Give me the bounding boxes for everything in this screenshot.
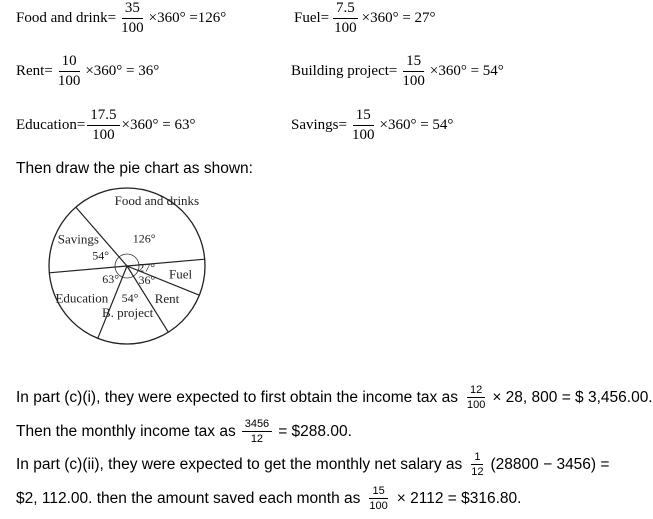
pie-slice-label: Education — [55, 290, 109, 306]
pie-slice-angle: 54° — [92, 248, 110, 263]
explanation-line-1 — [16, 384, 653, 411]
denominator: 100 — [92, 127, 115, 143]
denominator: 12 — [250, 433, 264, 445]
numerator: 1 — [471, 451, 483, 465]
pie-chart-svg — [44, 192, 224, 375]
pie-slice-angle: 36° — [138, 273, 156, 288]
pie-chart — [44, 192, 224, 375]
calc-result: ×360° = 63° — [121, 117, 196, 133]
calc-result: ×360° = 36° — [85, 63, 160, 79]
fraction — [118, 0, 147, 37]
numerator: 35 — [122, 0, 143, 19]
pie-slice-label: Fuel — [168, 266, 193, 282]
equals-sign: = — [320, 10, 330, 26]
explanation-result: × 28, 800 = $ 3,456.00. — [492, 388, 653, 406]
calc-fuel — [294, 0, 436, 37]
explanation-line-2 — [16, 418, 352, 445]
denominator: 100 — [334, 20, 357, 36]
fraction — [464, 384, 488, 411]
calc-label: Building project — [291, 63, 389, 79]
instruction-text: Then draw the pie chart as shown: — [16, 160, 253, 177]
calc-label: Education — [16, 117, 77, 133]
equals-sign: = — [76, 117, 86, 133]
pie-slice-angle: 27° — [138, 260, 156, 275]
pie-slice-label: Food and drinks — [114, 192, 200, 208]
calc-education — [16, 107, 195, 144]
fraction — [399, 53, 428, 90]
pie-slice-angle: 63° — [102, 272, 120, 287]
numerator: 12 — [467, 384, 485, 398]
calc-food — [16, 0, 226, 37]
explanation-result: × 2112 = $316.80. — [396, 489, 522, 507]
denominator: 100 — [369, 500, 388, 512]
denominator: 100 — [57, 73, 81, 89]
explanation-text: $2, 112.00. then the amount saved each month as — [16, 489, 361, 507]
pie-slice-angle: 54° — [121, 291, 139, 306]
equals-sign: = — [338, 117, 347, 133]
fraction — [87, 107, 119, 144]
numerator: 17.5 — [87, 107, 119, 126]
pie-slice-angle: 126° — [132, 231, 156, 246]
numerator: 15 — [403, 53, 424, 72]
denominator: 100 — [402, 73, 425, 89]
calc-label: Food and drink — [16, 10, 108, 26]
pie-slice-label: Savings — [57, 231, 99, 247]
pie-slice-label: B. project — [101, 304, 154, 320]
denominator: 100 — [121, 20, 144, 36]
denominator: 100 — [351, 127, 375, 143]
calc-label: Savings — [291, 117, 339, 133]
numerator: 10 — [59, 53, 80, 72]
calc-result: ×360° = 27° — [361, 10, 436, 26]
fraction — [366, 485, 390, 512]
explanation-text: In part (c)(i), they were expected to first obtain the income tax as — [16, 388, 458, 406]
fraction — [468, 451, 486, 478]
fraction — [55, 53, 84, 90]
numerator: 15 — [369, 485, 387, 499]
explanation-line-4 — [16, 485, 521, 512]
numerator: 15 — [353, 107, 374, 126]
explanation-result: = $288.00. — [278, 422, 352, 440]
explanation-text: Then the monthly income tax as — [16, 422, 236, 440]
denominator: 12 — [471, 466, 484, 478]
explanation-text: In part (c)(ii), they were expected to get the monthly net salary as — [16, 455, 463, 473]
fraction — [331, 0, 360, 37]
equals-sign: = — [107, 10, 117, 26]
explanation-result: (28800 − 3456) = — [490, 455, 610, 473]
calc-savings — [291, 107, 453, 144]
fraction — [242, 418, 272, 445]
explanation-line-3 — [16, 451, 609, 478]
fraction — [349, 107, 378, 144]
calc-building-project — [291, 53, 504, 90]
calc-label: Fuel — [294, 10, 321, 26]
pie-slice-label: Rent — [154, 291, 180, 307]
calc-result: ×360° = 54° — [429, 63, 504, 79]
numerator: 7.5 — [333, 0, 358, 19]
calc-result: ×360° =126° — [148, 10, 227, 26]
equals-sign: = — [388, 63, 398, 79]
calc-rent — [16, 53, 159, 90]
denominator: 100 — [466, 399, 486, 411]
numerator: 3456 — [242, 418, 272, 432]
calc-result: ×360° = 54° — [379, 117, 454, 133]
calc-label: Rent — [16, 63, 45, 79]
equals-sign: = — [44, 63, 53, 79]
